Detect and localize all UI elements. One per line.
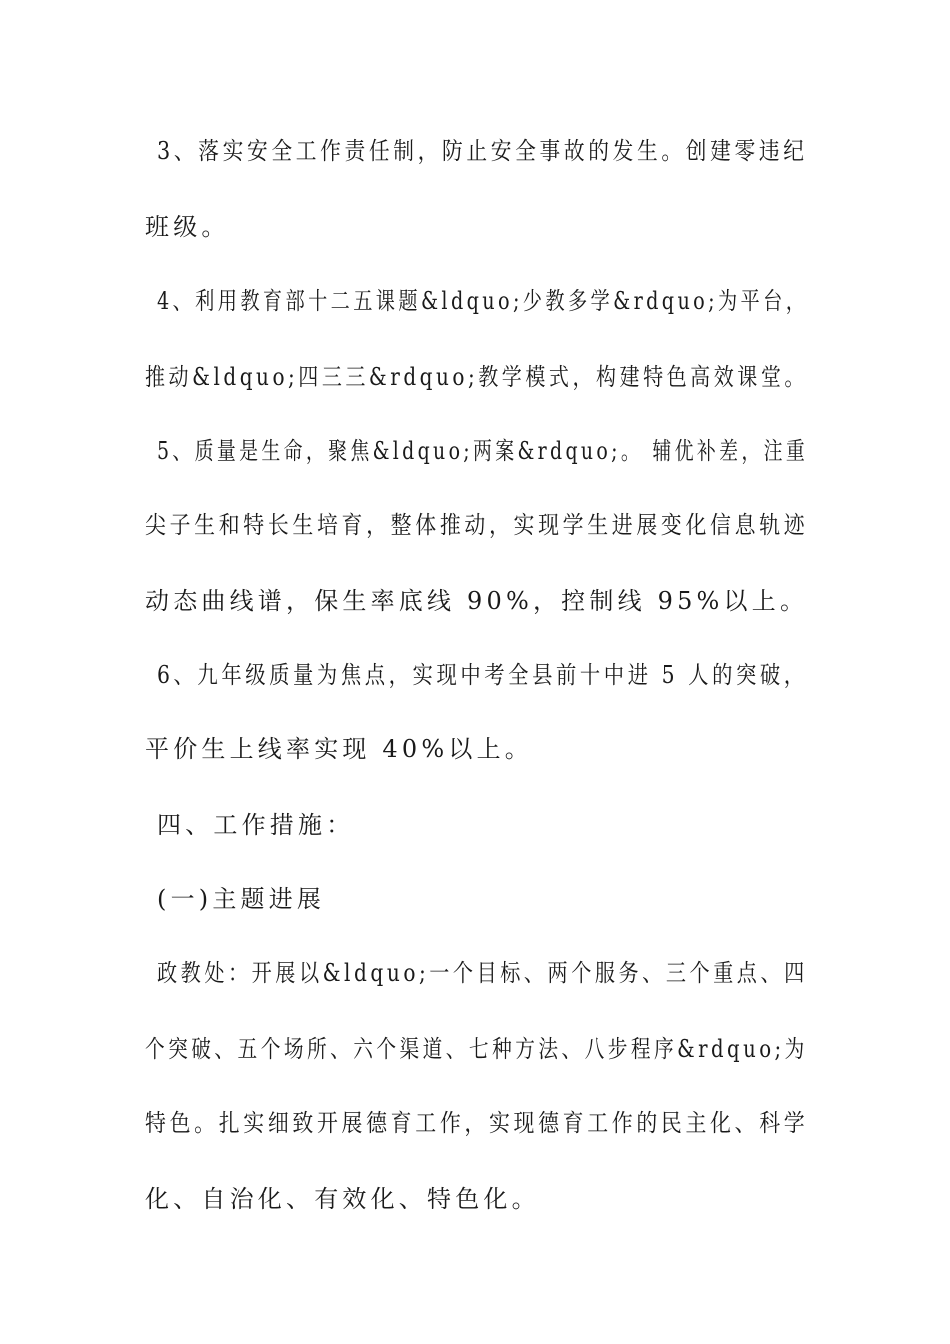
- paragraph-4-line-1: 4、利用教育部十二五课题&ldquo;少教多学&rdquo;为平台，: [157, 287, 809, 315]
- paragraph-5-line-1: 5、质量是生命，聚焦&ldquo;两案&rdquo;。 辅优补差，注重: [157, 437, 809, 465]
- paragraph-6-line-1: 6、九年级质量为焦点，实现中考全县前十中进 5 人的突破，: [157, 661, 808, 689]
- paragraph-3-line-1: 3、落实安全工作责任制，防止安全事故的发生。创建零违纪: [157, 137, 808, 165]
- paragraph-5-line-2: 尖子生和特长生培育，整体推动，实现学生进展变化信息轨迹: [145, 511, 809, 539]
- political-office-paragraph-line-1: 政教处：开展以&ldquo;一个目标、两个服务、三个重点、四: [157, 959, 808, 987]
- subsection-heading-theme: (一)主题进展: [157, 885, 326, 913]
- paragraph-4-line-2: 推动&ldquo;四三三&rdquo;教学模式，构建特色高效课堂。: [145, 363, 808, 391]
- section-heading-measures: 四、工作措施：: [157, 811, 355, 839]
- paragraph-6-line-2: 平价生上线率实现 40%以上。: [145, 735, 533, 763]
- paragraph-3-line-2: 班级。: [145, 213, 230, 241]
- political-office-paragraph-line-4: 化、自治化、有效化、特色化。: [145, 1185, 540, 1213]
- political-office-paragraph-line-2: 个突破、五个场所、六个渠道、七种方法、八步程序&rdquo;为: [145, 1035, 808, 1063]
- paragraph-5-line-3: 动态曲线谱，保生率底线 90%，控制线 95%以上。: [145, 587, 809, 615]
- political-office-paragraph-line-3: 特色。扎实细致开展德育工作，实现德育工作的民主化、科学: [145, 1109, 809, 1137]
